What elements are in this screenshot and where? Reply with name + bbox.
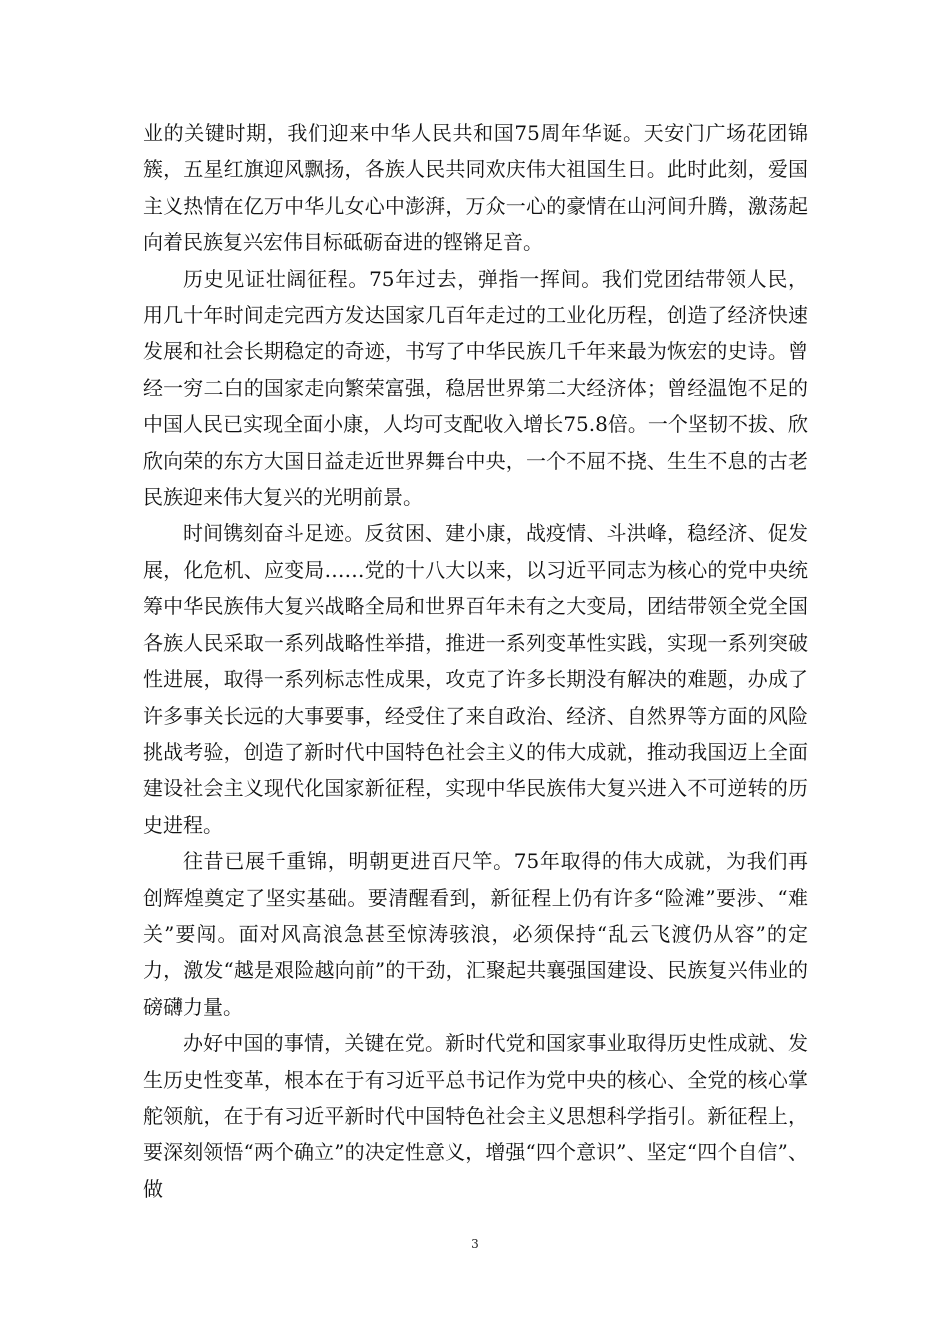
paragraph-1: 业的关键时期，我们迎来中华人民共和国75周年华诞。天安门广场花团锦簇，五星红旗迎风飘扬，各族人民共同欢庆伟大祖国生日。此时此刻，爱国主义热情在亿万中华儿女心中澎湃，万众一心的豪情在山河间升腾，激荡起向着民族复兴宏伟目标砥砺奋进的铿锵足音。 <box>143 121 808 255</box>
paragraph-5: 办好中国的事情，关键在党。新时代党和国家事业取得历史性成就、发生历史性变革，根本在于有习近平总书记作为党中央的核心、全党的核心掌舵领航，在于有习近平新时代中国特色社会主义思想科学指引。新征程上，要深刻领悟“两个确立”的决定性意义，增强“四个意识”、坚定“四个自信”、做 <box>143 1031 808 1201</box>
paragraph-3: 时间镌刻奋斗足迹。反贫困、建小康，战疫情、斗洪峰，稳经济、促发展，化危机、应变局……党的十八大以来，以习近平同志为核心的党中央统筹中华民族伟大复兴战略全局和世界百年未有之大变局，团结带领全党全国各族人民采取一系列战略性举措，推进一系列变革性实践，实现一系列突破性进展，取得一系列标志性成果，攻克了许多长期没有解决的难题，办成了许多事关长远的大事要事，经受住了来自政治、经济、自然界等方面的风险挑战考验，创造了新时代中国特色社会主义的伟大成就，推动我国迈上全面建设社会主义现代化国家新征程，实现中华民族伟大复兴进入不可逆转的历史进程。 <box>143 521 808 837</box>
page-number: 3 <box>471 1237 479 1251</box>
paragraph-4: 往昔已展千重锦，明朝更进百尺竿。75年取得的伟大成就，为我们再创辉煌奠定了坚实基础。要清醒看到，新征程上仍有许多“险滩”要涉、“难关”要闯。面对风高浪急甚至惊涛骇浪，必须保持“乱云飞渡仍从容”的定力，激发“越是艰险越向前”的干劲，汇聚起共襄强国建设、民族复兴伟业的磅礴力量。 <box>143 849 808 1019</box>
document-body <box>143 115 808 1207</box>
paragraph-2: 历史见证壮阔征程。75年过去，弹指一挥间。我们党团结带领人民，用几十年时间走完西方发达国家几百年走过的工业化历程，创造了经济快速发展和社会长期稳定的奇迹，书写了中华民族几千年来最为恢宏的史诗。曾经一穷二白的国家走向繁荣富强，稳居世界第二大经济体；曾经温饱不足的中国人民已实现全面小康，人均可支配收入增长75.8倍。一个坚韧不拔、欣欣向荣的东方大国日益走近世界舞台中央，一个不屈不挠、生生不息的古老民族迎来伟大复兴的光明前景。 <box>143 266 808 510</box>
